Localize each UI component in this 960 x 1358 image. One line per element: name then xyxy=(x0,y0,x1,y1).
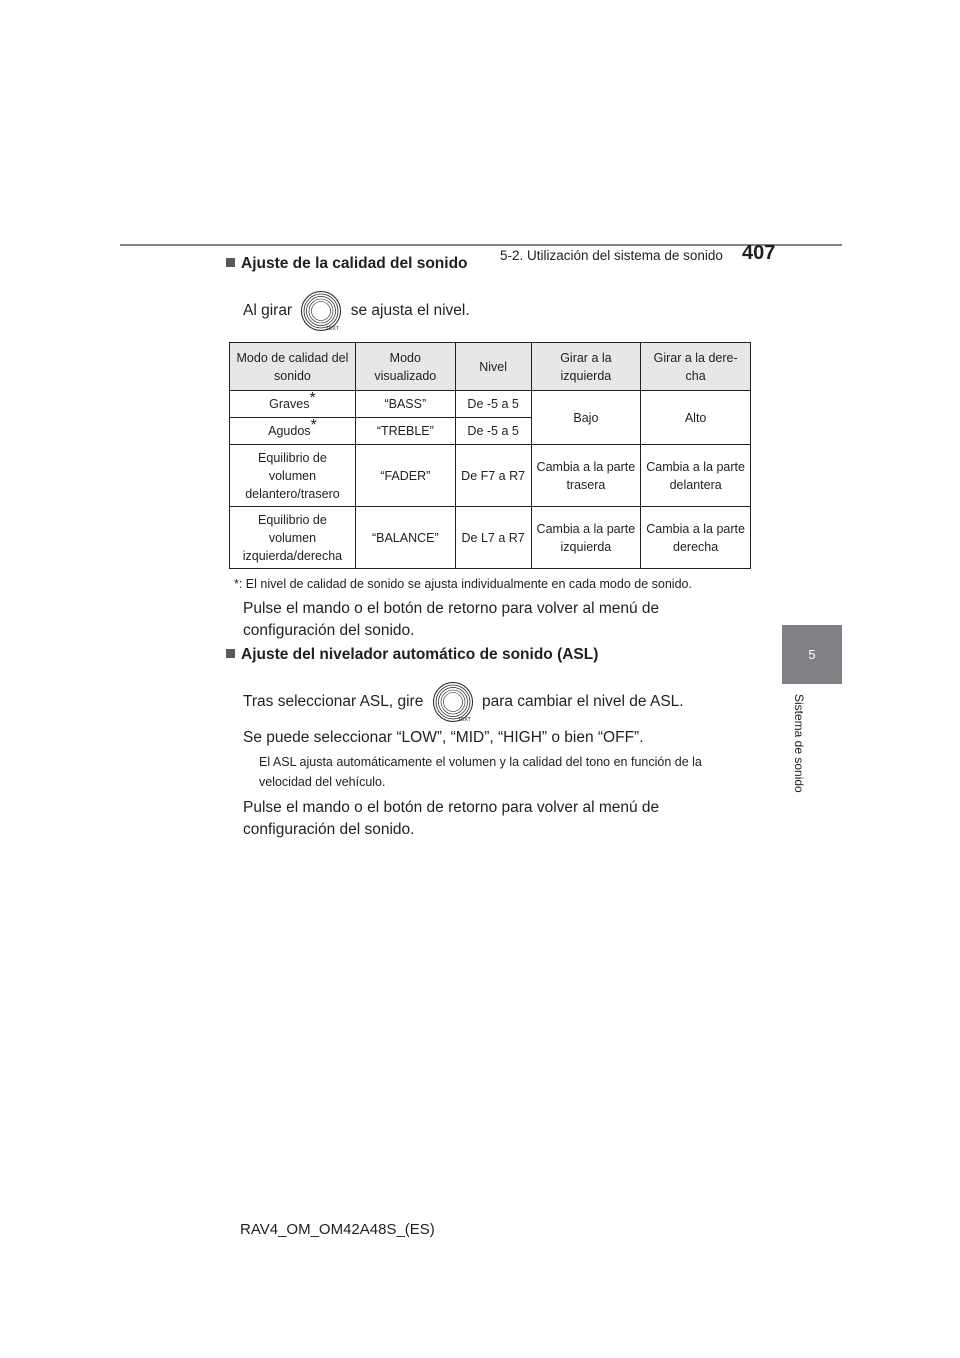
table-footnote: *: El nivel de calidad de sonido se ajusta individualmente en cada modo de sonido. xyxy=(234,577,692,591)
table-cell-display: “FADER” xyxy=(355,445,455,507)
section-heading-asl xyxy=(226,646,598,664)
table-cell-right: Cambia a la parte derecha xyxy=(641,507,751,569)
table-cell-display: “BASS” xyxy=(355,391,455,418)
instruction-text-before: Al girar xyxy=(243,302,293,320)
table-row xyxy=(230,445,751,507)
table-header-cell: Modo de calidad del sonido xyxy=(230,343,356,391)
document-id: RAV4_OM_OM42A48S_(ES) xyxy=(240,1221,435,1238)
chapter-label: Sistema de sonido xyxy=(792,694,806,793)
tune-knob-icon xyxy=(300,290,342,332)
table-cell-display: “BALANCE” xyxy=(355,507,455,569)
header-section-title: 5-2. Utilización del sistema de sonido xyxy=(500,248,723,263)
heading-text: Ajuste del nivelador automático de sonido (ASL) xyxy=(241,646,599,663)
table-cell-left: Cambia a la parte trasera xyxy=(531,445,641,507)
sound-quality-table xyxy=(229,342,751,569)
page-number: 407 xyxy=(742,242,776,264)
table-cell-left: Cambia a la parte izquierda xyxy=(531,507,641,569)
return-instruction: Pulse el mando o el botón de retorno para volver al menú de configuración del sonido. xyxy=(243,600,660,639)
instruction-text-after: para cambiar el nivel de ASL. xyxy=(481,693,684,711)
table-cell-level: De -5 a 5 xyxy=(455,418,531,445)
asterisk-mark: * xyxy=(309,389,316,407)
section-heading-sound-quality xyxy=(226,255,468,273)
table-row xyxy=(230,391,751,418)
chapter-tab: 5 xyxy=(782,625,842,684)
table-cell-level: De F7 a R7 xyxy=(455,445,531,507)
table-cell-mode xyxy=(230,391,356,418)
knob-label: TEXT xyxy=(457,717,471,723)
table-header-row xyxy=(230,343,751,391)
table-header-cell: Modo visualizado xyxy=(355,343,455,391)
table-header-cell: Girar a la izquierda xyxy=(531,343,641,391)
table-cell-right: Cambia a la parte delantera xyxy=(641,445,751,507)
heading-text: Ajuste de la calidad del sonido xyxy=(241,255,468,272)
instruction-text-before: Tras seleccionar ASL, gire xyxy=(243,693,424,711)
table-cell-display: “TREBLE” xyxy=(355,418,455,445)
asl-note: El ASL ajusta automáticamente el volumen y la calidad del tono en función de la velocidad del vehículo. xyxy=(259,755,702,789)
asterisk-mark: * xyxy=(310,416,317,434)
tune-knob-icon xyxy=(432,681,474,723)
table-cell-mode xyxy=(230,418,356,445)
return-instruction: Pulse el mando o el botón de retorno para volver al menú de configuración del sonido. xyxy=(243,799,660,838)
header-rule xyxy=(120,244,842,246)
instruction-asl-turn-knob xyxy=(243,681,684,723)
table-header-cell: Nivel xyxy=(455,343,531,391)
instruction-turn-knob xyxy=(243,290,470,332)
table-cell-level: De -5 a 5 xyxy=(455,391,531,418)
mode-text: Graves xyxy=(269,397,310,411)
knob-label: TEXT xyxy=(326,326,340,332)
square-bullet-icon xyxy=(226,258,235,267)
table-header-cell: Girar a la dere- cha xyxy=(641,343,751,391)
square-bullet-icon xyxy=(226,649,235,658)
table-cell-right: Alto xyxy=(641,391,751,445)
mode-text: Agudos xyxy=(268,424,311,438)
instruction-text-after: se ajusta el nivel. xyxy=(350,302,470,320)
table-cell-left: Bajo xyxy=(531,391,641,445)
table-cell-level: De L7 a R7 xyxy=(455,507,531,569)
asl-options: Se puede seleccionar “LOW”, “MID”, “HIGH” o bien “OFF”. xyxy=(243,729,644,746)
table-cell-mode: Equilibrio de volumen delantero/trasero xyxy=(230,445,356,507)
table-row xyxy=(230,507,751,569)
table-cell-mode: Equilibrio de volumen izquierda/derecha xyxy=(230,507,356,569)
